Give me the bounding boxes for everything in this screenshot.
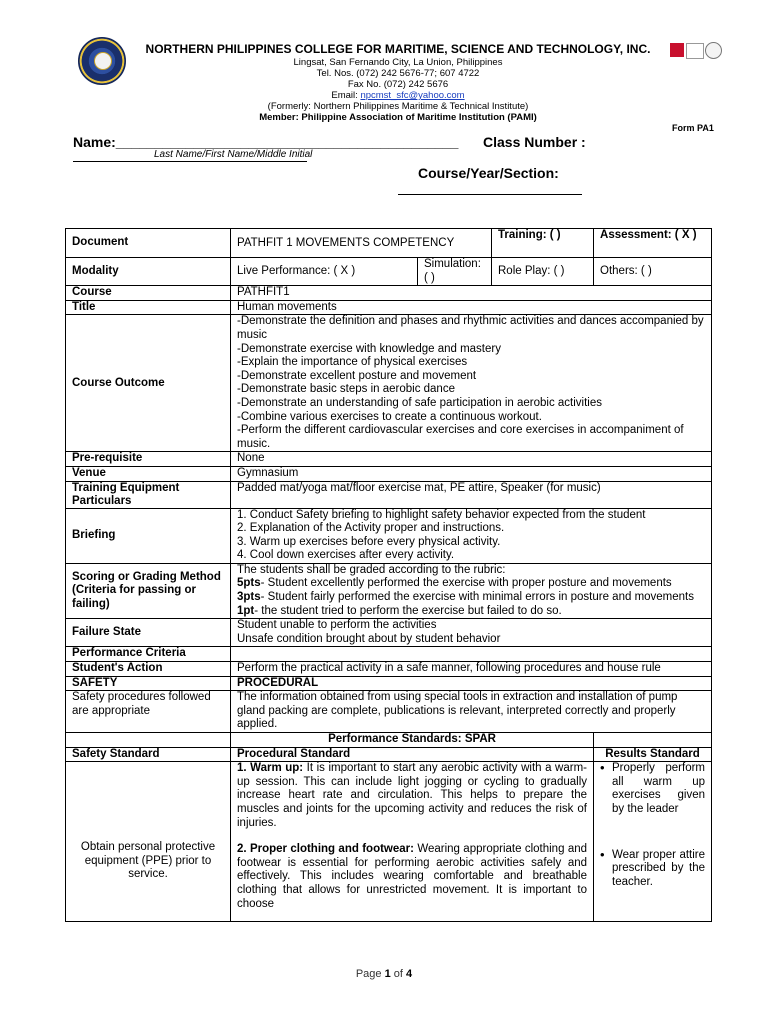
college-seal-logo bbox=[78, 37, 126, 85]
modality-live: Live Performance: ( X ) bbox=[231, 258, 418, 286]
ppe-standard-text: Obtain personal protective equipment (PPE) prior to service. bbox=[66, 762, 231, 922]
course-year-section-label: Course/Year/Section: bbox=[418, 165, 559, 181]
school-name: NORTHERN PHILIPPINES COLLEGE FOR MARITIME, SCIENCE AND TECHNOLOGY, INC. bbox=[145, 42, 651, 56]
failure-item: Unsafe condition brought about by student behavior bbox=[237, 632, 501, 645]
school-fax: Fax No. (072) 242 5676 bbox=[347, 79, 449, 90]
equipment-label: Training Equipment Particulars bbox=[66, 481, 231, 508]
school-formerly: (Formerly: Northern Philippines Maritime & Technical Institute) bbox=[267, 101, 529, 112]
modality-simulation: Simulation: ( ) bbox=[418, 258, 492, 286]
course-outcome-list bbox=[231, 315, 712, 452]
procedural-info-text: The information obtained from using special tools in extraction and installation of pump gland packing are complete, publications is relevant, interpreted correctly and properly applied. bbox=[231, 691, 712, 733]
scoring-3pts: 3pts- Student fairly performed the exercise with minimal errors in posture and movements bbox=[237, 591, 695, 604]
modality-others: Others: ( ) bbox=[594, 258, 712, 286]
document-value: PATHFIT 1 MOVEMENTS COMPETENCY bbox=[231, 229, 492, 258]
result-item: • Properly perform all warm up exercises given by the leader bbox=[600, 762, 705, 816]
name-field-label: Name:____________________________________________ bbox=[73, 134, 459, 150]
certification-logos bbox=[670, 41, 722, 59]
briefing-item: 3. Warm up exercises before every physical activity. bbox=[237, 535, 501, 548]
outcome-item: -Demonstrate exercise with knowledge and mastery bbox=[237, 342, 501, 355]
failure-item: Student unable to perform the activities bbox=[237, 619, 437, 632]
page-indicator: Page 1 of 4 bbox=[355, 968, 413, 980]
training-checkbox: Training: ( ) bbox=[492, 229, 594, 258]
class-number-label: Class Number : bbox=[483, 134, 586, 150]
results-standard-header: Results Standard bbox=[594, 747, 712, 762]
briefing-item: 4. Cool down exercises after every activity. bbox=[237, 549, 455, 562]
clothing-paragraph: 2. Proper clothing and footwear: Wearing appropriate clothing and footwear is essential for performing aerobic activities safely and effectively. This includes wearing comfortable and breathable clothing that allows for unrestricted movement. It is important to choose bbox=[237, 843, 588, 910]
safety-standard-header: Safety Standard bbox=[66, 747, 231, 762]
equipment-value: Padded mat/yoga mat/floor exercise mat, PE attire, Speaker (for music) bbox=[231, 481, 712, 508]
venue-label: Venue bbox=[66, 466, 231, 481]
competency-table bbox=[65, 228, 712, 922]
course-outcome-label: Course Outcome bbox=[66, 315, 231, 452]
outcome-item: -Demonstrate basic steps in aerobic dance bbox=[237, 383, 455, 396]
scoring-intro: The students shall be graded according to the rubric: bbox=[237, 563, 506, 576]
performance-criteria-label: Performance Criteria bbox=[66, 647, 231, 662]
school-tel: Tel. Nos. (072) 242 5676-77; 607 4722 bbox=[316, 68, 480, 79]
briefing-item: 1. Conduct Safety briefing to highlight safety behavior expected from the student bbox=[237, 508, 646, 521]
outcome-item: -Demonstrate the definition and phases and rhythmic activities and dances accompanied by music bbox=[237, 315, 704, 341]
spar-header: Performance Standards: SPAR bbox=[231, 733, 594, 748]
course-year-section-underline bbox=[398, 194, 582, 195]
outcome-item: -Demonstrate excellent posture and movement bbox=[237, 369, 477, 382]
failure-state-label: Failure State bbox=[66, 619, 231, 647]
students-action-label: Student's Action bbox=[66, 662, 231, 677]
prerequisite-label: Pre-requisite bbox=[66, 452, 231, 467]
outcome-item: -Explain the importance of physical exercises bbox=[237, 356, 468, 369]
course-value: PATHFIT1 bbox=[231, 286, 712, 301]
modality-roleplay: Role Play: ( ) bbox=[492, 258, 594, 286]
prerequisite-value: None bbox=[231, 452, 712, 467]
results-standard-list bbox=[594, 762, 712, 922]
document-label: Document bbox=[66, 229, 231, 258]
title-value: Human movements bbox=[231, 300, 712, 315]
modality-label: Modality bbox=[66, 258, 231, 286]
name-field-hint: Last Name/First Name/Middle Initial bbox=[154, 149, 313, 160]
performance-criteria-value bbox=[231, 647, 712, 662]
result-item: • Wear proper attire prescribed by the teacher. bbox=[600, 849, 705, 890]
safety-procedures-text: Safety procedures followed are appropriate bbox=[66, 691, 231, 733]
procedural-header: PROCEDURAL bbox=[231, 676, 712, 691]
briefing-item: 2. Explanation of the Activity proper and instructions. bbox=[237, 522, 505, 535]
briefing-label: Briefing bbox=[66, 508, 231, 563]
assessment-checkbox: Assessment: ( X ) bbox=[594, 229, 712, 258]
failure-state-list bbox=[231, 619, 712, 647]
scoring-5pts: 5pts- Student excellently performed the exercise with proper posture and movements bbox=[237, 577, 672, 590]
scoring-rubric bbox=[231, 563, 712, 618]
name-field-underline bbox=[73, 161, 307, 162]
spar-blank-cell bbox=[66, 733, 231, 748]
school-membership: Member: Philippine Association of Maritime Institution (PAMI) bbox=[259, 112, 537, 123]
outcome-item: -Demonstrate an understanding of safe participation in aerobic activities bbox=[237, 396, 603, 409]
warmup-paragraph: 1. Warm up: It is important to start any aerobic activity with a warm-up session. This can include light jogging or cycling to gradually increase heart rate and circulation. This helps to prepare the muscles and joints for the upcoming activity and reduces the risk of injuries. bbox=[237, 762, 588, 829]
school-email-line: Email: npcmst_sfc@yahoo.com bbox=[331, 90, 465, 101]
procedural-standard-header: Procedural Standard bbox=[231, 747, 594, 762]
scoring-1pt: 1pt- the student tried to perform the exercise but failed to do so. bbox=[237, 604, 562, 617]
safety-header: SAFETY bbox=[66, 676, 231, 691]
students-action-value: Perform the practical activity in a safe manner, following procedures and house rule bbox=[231, 662, 712, 677]
outcome-item: -Combine various exercises to create a continuous workout. bbox=[237, 410, 542, 423]
course-label: Course bbox=[66, 286, 231, 301]
briefing-list bbox=[231, 508, 712, 563]
title-label: Title bbox=[66, 300, 231, 315]
outcome-item: -Perform the different cardiovascular exercises and core exercises in accompaniment of music. bbox=[237, 424, 684, 450]
spar-blank-cell bbox=[594, 733, 712, 748]
venue-value: Gymnasium bbox=[231, 466, 712, 481]
procedural-standard-text bbox=[231, 762, 594, 922]
school-address: Lingsat, San Fernando City, La Union, Philippines bbox=[293, 57, 503, 68]
form-number: Form PA1 bbox=[672, 123, 714, 133]
scoring-label: Scoring or Grading Method (Criteria for passing or failing) bbox=[66, 563, 231, 618]
email-link[interactable]: npcmst_sfc@yahoo.com bbox=[360, 90, 465, 101]
